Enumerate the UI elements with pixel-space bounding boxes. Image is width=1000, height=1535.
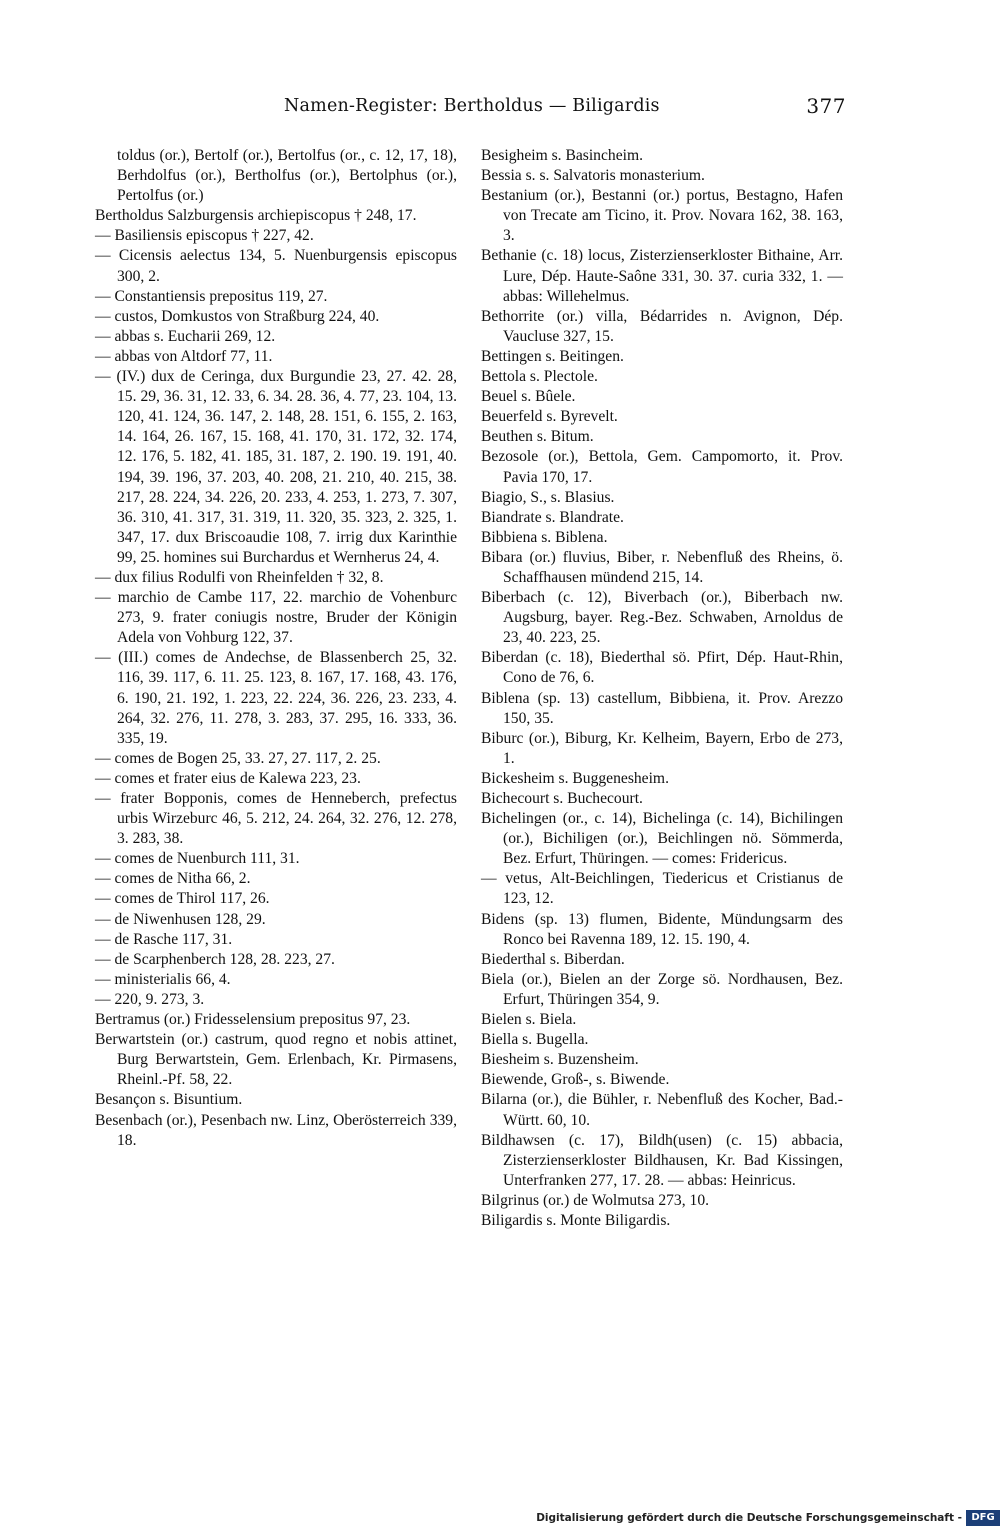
index-entry: — abbas von Altdorf 77, 11. — [95, 347, 273, 365]
index-entry: Bethorrite (or.) villa, Bédarrides n. Avignon, Dép. Vaucluse 327, 15. — [481, 307, 843, 345]
index-entry: — comes de Nitha 66, 2. — [95, 870, 251, 888]
index-entry: Bezosole (or.), Bettola, Gem. Campomorto, it. Prov. Pavia 170, 17. — [481, 448, 843, 486]
index-entry: Besançon s. Bisuntium. — [95, 1091, 243, 1109]
dfg-logo-icon: DFG — [966, 1510, 1000, 1526]
index-entry: Besenbach (or.), Pesenbach nw. Linz, Oberösterreich 339, 18. — [95, 1111, 457, 1149]
index-entry: Bichelingen (or., c. 14), Bichelinga (c. 14), Bichilingen (or.), Bichiligen (or.), Beichlingen nö. Sömmerda, Bez. Erfurt, Thüringen. — comes: Fridericus. — [481, 810, 843, 868]
index-entry: — Cicensis aelectus 134, 5. Nuenburgensis episcopus 300, 2. — [95, 247, 457, 285]
index-entry: — de Niwenhusen 128, 29. — [95, 910, 266, 928]
index-entry: Bertramus (or.) Fridesselensium prepositus 97, 23. — [95, 1011, 411, 1029]
running-title: Namen-Register: Bertholdus — Biligardis — [284, 96, 660, 116]
index-entry: Biela (or.), Bielen an der Zorge sö. Nordhausen, Bez. Erfurt, Thüringen 354, 9. — [481, 970, 843, 1008]
index-entry: Bessia s. s. Salvatoris monasterium. — [481, 167, 705, 185]
index-entry: Biewende, Groß-, s. Biwende. — [481, 1071, 670, 1089]
index-entry: Bertholdus Salzburgensis archiepiscopus † 248, 17. — [95, 207, 417, 225]
index-entry: Berwartstein (or.) castrum, quod regno et nobis attinet, Burg Berwartstein, Gem. Erlenbach, Kr. Pirmasens, Rheinl.-Pf. 58, 22. — [95, 1031, 457, 1089]
index-entry: — comes de Bogen 25, 33. 27, 27. 117, 2. 25. — [95, 749, 381, 767]
index-entry: Bickesheim s. Buggenesheim. — [481, 769, 669, 787]
index-entry: Bidens (sp. 13) flumen, Bidente, Mündungsarm des Ronco bei Ravenna 189, 12. 15. 190, 4. — [481, 910, 843, 948]
index-entry: Beuthen s. Bitum. — [481, 428, 594, 446]
index-entry: Biberdan (c. 18), Biederthal sö. Pfirt, Dép. Haut-Rhin, Cono de 76, 6. — [481, 649, 843, 687]
index-entry: — dux filius Rodulfi von Rheinfelden † 32, 8. — [95, 568, 384, 586]
index-entry: Bestanium (or.), Bestanni (or.) portus, Bestagno, Hafen von Trecate am Ticino, it. Prov. Novara 162, 38. 163, 3. — [481, 187, 843, 245]
index-entry: Bettola s. Plectole. — [481, 368, 598, 386]
index-entry: — ministerialis 66, 4. — [95, 970, 231, 988]
index-entry: Biandrate s. Blandrate. — [481, 508, 624, 526]
index-entry: Biburc (or.), Biburg, Kr. Kelheim, Bayern, Erbo de 273, 1. — [481, 729, 843, 767]
index-entry: — comes et frater eius de Kalewa 223, 23. — [95, 769, 361, 787]
index-entry: Biblena (sp. 13) castellum, Bibbiena, it. Prov. Arezzo 150, 35. — [481, 689, 843, 727]
index-entry: — vetus, Alt-Beichlingen, Tiedericus et Cristianus de 123, 12. — [481, 870, 843, 908]
index-entry: Bibbiena s. Biblena. — [481, 528, 608, 546]
index-entry: Biederthal s. Biberdan. — [481, 950, 625, 968]
credit-text: Digitalisierung gefördert durch die Deutsche Forschungsgemeinschaft - — [536, 1512, 962, 1524]
index-entry: Biagio, S., s. Blasius. — [481, 488, 615, 506]
index-entry: — comes de Nuenburch 111, 31. — [95, 850, 300, 868]
index-entry: — marchio de Cambe 117, 22. marchio de Vohenburc 273, 9. frater coniugis nostre, Bruder der Königin Adela von Vohburg 122, 37. — [95, 589, 457, 647]
page-number: 377 — [806, 94, 846, 118]
index-entry: — (III.) comes de Andechse, de Blassenberch 25, 32. 116, 39. 117, 6. 11. 25. 123, 8. 167, 17. 168, 43. 176, 6. 190, 21. 192, 1. 223, 22. 224, 36. 226, 23. 233, 4. 264, 32. 276, 11. 278, 3. 283, 37. 295, 16. 333, 36. 335, 19. — [95, 649, 457, 747]
index-entry: — de Rasche 117, 31. — [95, 930, 233, 948]
digitization-credit — [536, 1507, 1000, 1529]
index-entry: — custos, Domkustos von Straßburg 224, 40. — [95, 307, 380, 325]
index-entry: toldus (or.), Bertolf (or.), Bertolfus (or., c. 12, 17, 18), Berhdolfus (or.), Bertholfus (or.), Bertolphus (or.), Pertolfus (or.) — [117, 147, 457, 205]
index-column-left — [95, 146, 457, 1151]
index-entry: Bethanie (c. 18) locus, Zisterzienserkloster Bithaine, Arr. Lure, Dép. Haute-Saône 331, 30. 37. curia 332, 1. — abbas: Willehelmus. — [481, 247, 843, 305]
index-entry: — 220, 9. 273, 3. — [95, 990, 205, 1008]
index-entry: Bilarna (or.), die Bühler, r. Nebenfluß des Kocher, Bad.-Württ. 60, 10. — [481, 1091, 843, 1129]
index-entry: — abbas s. Eucharii 269, 12. — [95, 327, 276, 345]
index-entry: Besigheim s. Basincheim. — [481, 147, 643, 164]
index-entry: Bielen s. Biela. — [481, 1011, 577, 1029]
index-entry: Bibara (or.) fluvius, Biber, r. Nebenfluß des Rheins, ö. Schaffhausen mündend 215, 14. — [481, 548, 843, 586]
index-entry: Bilgrinus (or.) de Wolmutsa 273, 10. — [481, 1191, 710, 1209]
index-column-right — [481, 146, 843, 1231]
index-entry: — frater Bopponis, comes de Henneberch, prefectus urbis Wirzeburc 46, 5. 212, 24. 264, 32. 276, 12. 278, 3. 283, 38. — [95, 790, 457, 848]
index-entry: — Basiliensis episcopus † 227, 42. — [95, 227, 314, 245]
index-entry: Biligardis s. Monte Biligardis. — [481, 1211, 671, 1229]
running-header — [94, 96, 846, 122]
index-entry: — comes de Thirol 117, 26. — [95, 890, 270, 908]
index-entry: Beuerfeld s. Byrevelt. — [481, 408, 618, 426]
index-entry: Biella s. Bugella. — [481, 1031, 589, 1049]
index-entry: — de Scarphenberch 128, 28. 223, 27. — [95, 950, 335, 968]
index-entry: — Constantiensis prepositus 119, 27. — [95, 287, 328, 305]
index-entry: Biberbach (c. 12), Biverbach (or.), Biberbach nw. Augsburg, bayer. Reg.-Bez. Schwaben, Arnoldus de 23, 40. 223, 25. — [481, 589, 843, 647]
index-entry: — (IV.) dux de Ceringa, dux Burgundie 23, 27. 42. 28, 15. 29, 36. 31, 12. 33, 6. 34. 28. 36, 4. 77, 23. 104, 13. 120, 41. 124, 36. 147, 2. 148, 28. 151, 6. 155, 2. 163, 14. 164, 26. 167, 15. 168, 41. 170, 31. 172, 32. 174, 12. 176, 5. 182, 41. 185, 31. 187, 2. 190. 19. 191, 40. 194, 39. 196, 37. 203, 40. 208, 21. 210, 40. 215, 38. 217, 28. 224, 34. 226, 20. 233, 4. 253, 1. 273, 7. 307, 36. 310, 41. 317, 31. 319, 11. 320, 35. 323, 2. 325, 1. 347, 17. dux Briscoaudie 108, 7. irrig dux Karinthie 99, 25. homines sui Burchardus et Wernherus 24, 4. — [95, 368, 457, 566]
index-entry: Beuel s. Bûele. — [481, 388, 576, 406]
index-entry: Bettingen s. Beitingen. — [481, 347, 624, 365]
index-entry: Biesheim s. Buzensheim. — [481, 1051, 639, 1069]
index-entry: Bildhawsen (c. 17), Bildh(usen) (c. 15) abbacia, Zisterzienserkloster Bildhausen, Kr. Bad Kissingen, Unterfranken 277, 17. 28. — abbas: Heinricus. — [481, 1131, 843, 1189]
index-entry: Bichecourt s. Buchecourt. — [481, 790, 643, 807]
